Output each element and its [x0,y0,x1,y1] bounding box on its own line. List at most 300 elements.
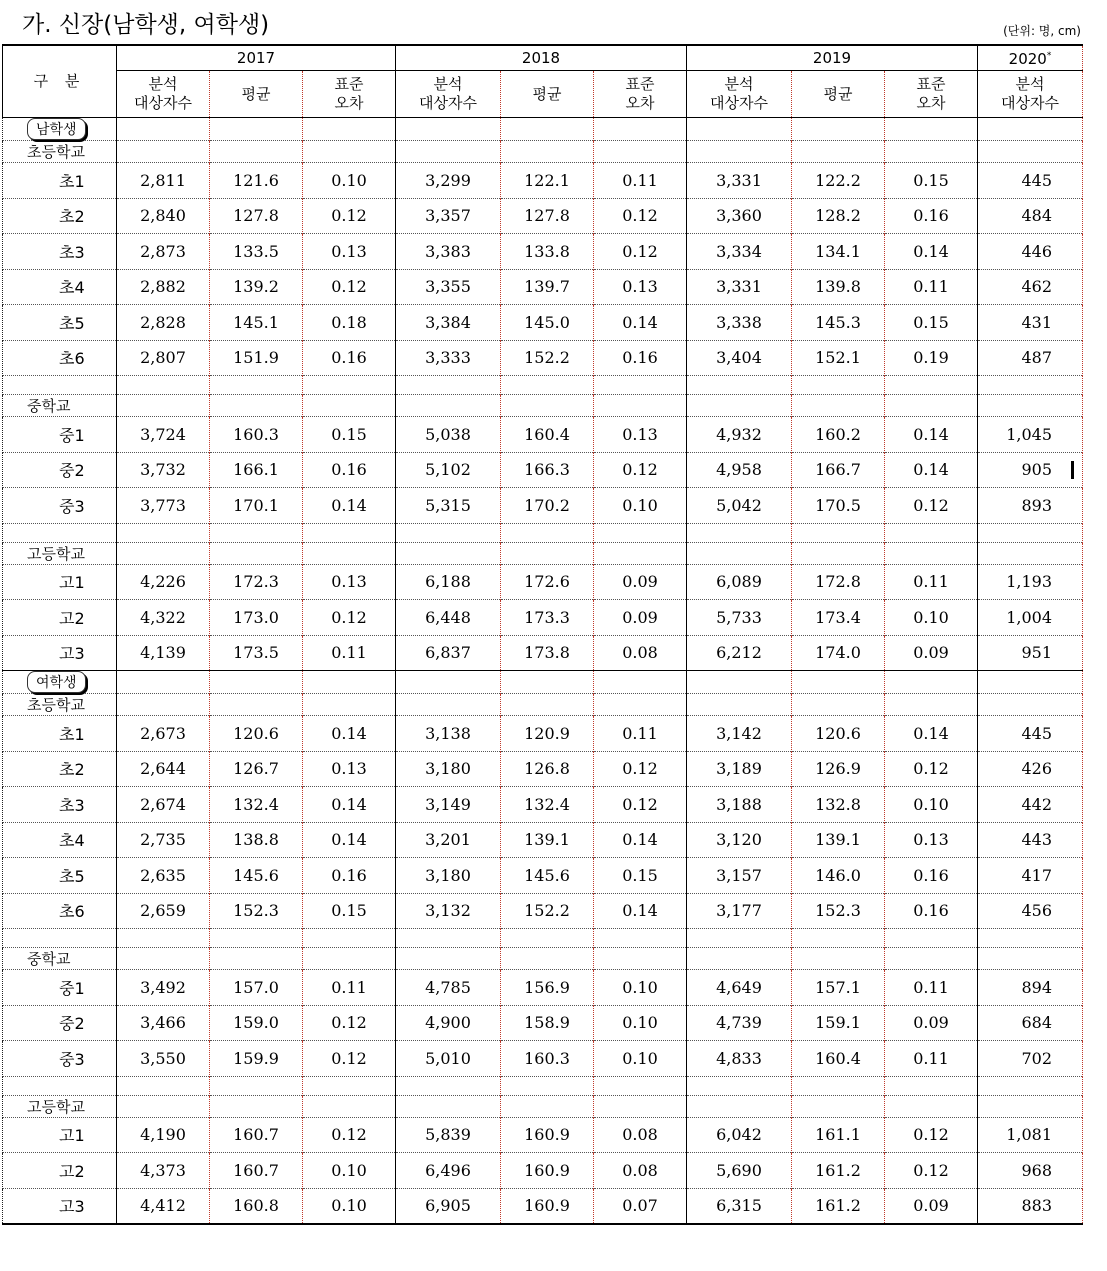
grade-label: 중1 [3,417,117,453]
cell-value: 160.3 [501,1041,594,1077]
cell-value: 0.12 [885,751,978,787]
cell-value: 3,334 [687,234,792,270]
cell-value: 173.4 [792,600,885,636]
cell-value: 431 [978,305,1083,341]
cell-value: 132.8 [792,787,885,823]
cell-value: 4,226 [117,564,210,600]
subheader-count: 분석 대상자수 [117,71,210,118]
cell-value: 3,724 [117,417,210,453]
table-row [3,751,1083,787]
cell-value: 0.12 [885,1153,978,1189]
cell-value: 3,466 [117,1005,210,1041]
cell-value: 0.08 [594,1117,687,1153]
grade-label: 중2 [3,452,117,488]
grade-label: 고3 [3,635,117,671]
cell-value: 3,550 [117,1041,210,1077]
cell-value: 1,045 [978,417,1083,453]
header-year-2020: 2020* [978,45,1083,71]
cell-value: 160.9 [501,1117,594,1153]
grade-label: 초4 [3,822,117,858]
cell-value: 0.08 [594,1153,687,1189]
cell-value: 0.10 [885,787,978,823]
cell-value: 5,733 [687,600,792,636]
subheader-mean: 평균 [501,71,594,118]
grade-label: 초2 [3,198,117,234]
cell-value: 0.14 [885,417,978,453]
cell-value: 173.5 [210,635,303,671]
spacer-row [3,523,1083,542]
cell-value: 417 [978,858,1083,894]
table-row [3,1041,1083,1077]
cell-value: 4,322 [117,600,210,636]
cell-value: 3,732 [117,452,210,488]
cell-value: 0.15 [594,858,687,894]
group-row-middle [3,948,1083,970]
section-row-female [3,671,1083,694]
cell-value: 0.10 [303,1188,396,1224]
cell-value: 120.6 [792,716,885,752]
table-row [3,417,1083,453]
header-year-2017: 2017 [117,45,396,71]
cell-value: 3,299 [396,163,501,199]
cell-value: 0.15 [885,163,978,199]
table-row [3,1188,1083,1224]
cell-value: 166.7 [792,452,885,488]
group-row-elementary [3,694,1083,716]
cell-value: 0.10 [594,970,687,1006]
cell-value: 0.16 [594,340,687,376]
cell-value: 2,735 [117,822,210,858]
subheader-mean: 평균 [210,71,303,118]
cell-value: 5,010 [396,1041,501,1077]
cell-value: 0.10 [885,600,978,636]
cell-value: 0.14 [303,716,396,752]
table-row [3,970,1083,1006]
cell-value: 145.1 [210,305,303,341]
cell-value: 4,785 [396,970,501,1006]
cell-value: 6,496 [396,1153,501,1189]
cursor-mark [1071,461,1074,479]
cell-value: 0.14 [885,452,978,488]
section-badge-female: 여학생 [27,671,86,693]
cell-value: 152.2 [501,340,594,376]
cell-value: 426 [978,751,1083,787]
spacer-row [3,1076,1083,1095]
cell-value: 4,190 [117,1117,210,1153]
grade-label: 초1 [3,716,117,752]
cell-value: 2,635 [117,858,210,894]
cell-value: 0.13 [303,564,396,600]
header-gubun: 구 분 [3,45,117,118]
cell-value: 456 [978,893,1083,929]
cell-value: 126.7 [210,751,303,787]
cell-value: 0.10 [594,1005,687,1041]
cell-value: 145.6 [210,858,303,894]
subheader-count: 분석 대상자수 [687,71,792,118]
table-row [3,822,1083,858]
group-label-elementary: 초등학교 [3,141,117,163]
cell-value: 170.2 [501,488,594,524]
grade-label: 초3 [3,234,117,270]
cell-value: 0.11 [303,970,396,1006]
cell-value: 6,089 [687,564,792,600]
cell-value: 0.12 [594,234,687,270]
cell-value: 134.1 [792,234,885,270]
cell-value: 0.12 [885,1117,978,1153]
cell-value: 138.8 [210,822,303,858]
cell-value: 160.4 [501,417,594,453]
table-row [3,716,1083,752]
cell-value: 0.12 [303,198,396,234]
cell-value: 173.8 [501,635,594,671]
section-badge-male: 남학생 [27,118,86,140]
table-row [3,893,1083,929]
cell-value: 2,828 [117,305,210,341]
cell-value: 5,102 [396,452,501,488]
cell-value: 0.10 [594,1041,687,1077]
table-row [3,564,1083,600]
cell-value: 172.3 [210,564,303,600]
grade-label: 고2 [3,1153,117,1189]
cell-value: 462 [978,269,1083,305]
cell-value: 2,644 [117,751,210,787]
table-row [3,340,1083,376]
grade-label: 고1 [3,564,117,600]
cell-value: 3,132 [396,893,501,929]
cell-value: 0.14 [594,305,687,341]
cell-value: 3,331 [687,269,792,305]
table-row [3,163,1083,199]
cell-value: 139.1 [792,822,885,858]
cell-value: 3,180 [396,751,501,787]
cell-value: 156.9 [501,970,594,1006]
cell-value: 161.1 [792,1117,885,1153]
cell-value: 3,360 [687,198,792,234]
cell-value: 172.6 [501,564,594,600]
cell-value: 0.11 [885,564,978,600]
cell-value: 152.3 [792,893,885,929]
cell-value: 160.4 [792,1041,885,1077]
cell-value: 487 [978,340,1083,376]
cell-value: 132.4 [501,787,594,823]
grade-label: 초6 [3,340,117,376]
cell-value: 0.18 [303,305,396,341]
cell-value: 3,188 [687,787,792,823]
cell-value: 1,193 [978,564,1083,600]
cell-value: 173.0 [210,600,303,636]
cell-value: 160.8 [210,1188,303,1224]
cell-value: 4,373 [117,1153,210,1189]
grade-label: 중2 [3,1005,117,1041]
cell-value: 0.12 [594,787,687,823]
cell-value: 132.4 [210,787,303,823]
spacer-row [3,376,1083,395]
table-row [3,600,1083,636]
group-row-high [3,542,1083,564]
cell-value: 121.6 [210,163,303,199]
cell-value: 445 [978,716,1083,752]
cell-value: 145.6 [501,858,594,894]
group-label-elementary: 초등학교 [3,694,117,716]
cell-value: 0.14 [885,716,978,752]
cell-value: 3,773 [117,488,210,524]
cell-value: 173.3 [501,600,594,636]
cell-value: 0.09 [594,564,687,600]
cell-value: 0.11 [885,269,978,305]
group-label-middle: 중학교 [3,948,117,970]
cell-value: 4,649 [687,970,792,1006]
cell-value: 5,315 [396,488,501,524]
cell-value: 159.9 [210,1041,303,1077]
grade-label: 초1 [3,163,117,199]
cell-value: 905 [978,452,1083,488]
cell-value: 3,338 [687,305,792,341]
grade-label: 초5 [3,305,117,341]
cell-value: 2,811 [117,163,210,199]
cell-value: 0.11 [885,970,978,1006]
grade-label: 초2 [3,751,117,787]
cell-value: 152.3 [210,893,303,929]
header-year-2018: 2018 [396,45,687,71]
cell-value: 3,383 [396,234,501,270]
cell-value: 122.1 [501,163,594,199]
cell-value: 159.1 [792,1005,885,1041]
cell-value: 0.11 [594,163,687,199]
cell-value: 4,739 [687,1005,792,1041]
subheader-count: 분석 대상자수 [396,71,501,118]
table-row [3,1005,1083,1041]
grade-label: 중3 [3,488,117,524]
cell-value: 0.16 [885,198,978,234]
cell-value: 0.09 [885,1005,978,1041]
table-row [3,305,1083,341]
cell-value: 0.12 [303,1117,396,1153]
cell-value: 951 [978,635,1083,671]
cell-value: 0.14 [303,822,396,858]
grade-label: 초5 [3,858,117,894]
cell-value: 0.16 [303,340,396,376]
cell-value: 446 [978,234,1083,270]
cell-value: 3,149 [396,787,501,823]
subheader-count: 분석 대상자수 [978,71,1083,118]
group-label-middle: 중학교 [3,395,117,417]
cell-value: 0.15 [303,417,396,453]
cell-value: 145.3 [792,305,885,341]
cell-value: 0.12 [303,1005,396,1041]
cell-value: 2,674 [117,787,210,823]
cell-value: 133.8 [501,234,594,270]
cell-value: 4,833 [687,1041,792,1077]
table-row [3,234,1083,270]
cell-value: 5,042 [687,488,792,524]
cell-value: 3,138 [396,716,501,752]
cell-value: 883 [978,1188,1083,1224]
cell-value: 6,042 [687,1117,792,1153]
cell-value: 3,157 [687,858,792,894]
cell-value: 0.15 [303,893,396,929]
page-title: 가. 신장(남학생, 여학생) [22,12,270,38]
table-row [3,1153,1083,1189]
grade-label: 중3 [3,1041,117,1077]
cell-value: 120.9 [501,716,594,752]
cell-value: 166.3 [501,452,594,488]
cell-value: 3,201 [396,822,501,858]
group-label-high: 고등학교 [3,1095,117,1117]
spacer-row [3,929,1083,948]
cell-value: 139.2 [210,269,303,305]
cell-value: 3,384 [396,305,501,341]
cell-value: 159.0 [210,1005,303,1041]
group-row-elementary [3,141,1083,163]
cell-value: 6,188 [396,564,501,600]
cell-value: 0.14 [303,488,396,524]
cell-value: 445 [978,163,1083,199]
cell-value: 0.14 [594,893,687,929]
table-row [3,452,1083,488]
cell-value: 6,837 [396,635,501,671]
grade-label: 고2 [3,600,117,636]
cell-value: 968 [978,1153,1083,1189]
cell-value: 0.09 [885,1188,978,1224]
cell-value: 0.12 [303,1041,396,1077]
grade-label: 초4 [3,269,117,305]
cell-value: 2,882 [117,269,210,305]
cell-value: 3,492 [117,970,210,1006]
grade-label: 초3 [3,787,117,823]
subheader-se: 표준 오차 [885,71,978,118]
header-year-2019: 2019 [687,45,978,71]
cell-value: 146.0 [792,858,885,894]
section-row-male [3,118,1083,141]
table-row [3,488,1083,524]
cell-value: 4,900 [396,1005,501,1041]
cell-value: 0.12 [594,751,687,787]
cell-value: 5,839 [396,1117,501,1153]
cell-value: 151.9 [210,340,303,376]
cell-value: 170.1 [210,488,303,524]
cell-value: 3,331 [687,163,792,199]
cell-value: 0.13 [885,822,978,858]
cell-value: 6,905 [396,1188,501,1224]
cell-value: 0.12 [594,452,687,488]
cell-value: 3,180 [396,858,501,894]
cell-value: 3,404 [687,340,792,376]
cell-value: 126.8 [501,751,594,787]
cell-value: 6,448 [396,600,501,636]
cell-value: 3,189 [687,751,792,787]
cell-value: 4,958 [687,452,792,488]
cell-value: 0.16 [885,893,978,929]
cell-value: 174.0 [792,635,885,671]
subheader-mean: 평균 [792,71,885,118]
cell-value: 1,081 [978,1117,1083,1153]
cell-value: 3,357 [396,198,501,234]
cell-value: 0.12 [594,198,687,234]
cell-value: 0.12 [303,600,396,636]
unit-label: (단위: 명, cm) [1003,24,1081,38]
cell-value: 152.1 [792,340,885,376]
cell-value: 0.16 [303,858,396,894]
cell-value: 3,355 [396,269,501,305]
cell-value: 443 [978,822,1083,858]
cell-value: 2,673 [117,716,210,752]
cell-value: 3,177 [687,893,792,929]
cell-value: 2,659 [117,893,210,929]
cell-value: 0.14 [303,787,396,823]
cell-value: 0.14 [594,822,687,858]
cell-value: 158.9 [501,1005,594,1041]
group-label-high: 고등학교 [3,542,117,564]
cell-value: 120.6 [210,716,303,752]
cell-value: 6,315 [687,1188,792,1224]
cell-value: 145.0 [501,305,594,341]
height-table [2,44,1083,1225]
cell-value: 4,139 [117,635,210,671]
cell-value: 702 [978,1041,1083,1077]
cell-value: 894 [978,970,1083,1006]
cell-value: 3,333 [396,340,501,376]
cell-value: 0.12 [885,488,978,524]
cell-value: 1,004 [978,600,1083,636]
cell-value: 2,840 [117,198,210,234]
cell-value: 127.8 [210,198,303,234]
table-row [3,269,1083,305]
cell-value: 3,142 [687,716,792,752]
subheader-se: 표준 오차 [303,71,396,118]
subheader-se: 표준 오차 [594,71,687,118]
cell-value: 122.2 [792,163,885,199]
cell-value: 0.13 [594,269,687,305]
cell-value: 0.10 [594,488,687,524]
group-row-high [3,1095,1083,1117]
cell-value: 0.10 [303,163,396,199]
cell-value: 0.15 [885,305,978,341]
table-row [3,858,1083,894]
cell-value: 0.11 [885,1041,978,1077]
cell-value: 0.09 [885,635,978,671]
cell-value: 893 [978,488,1083,524]
cell-value: 5,038 [396,417,501,453]
cell-value: 166.1 [210,452,303,488]
cell-value: 442 [978,787,1083,823]
cell-value: 0.10 [303,1153,396,1189]
cell-value: 133.5 [210,234,303,270]
cell-value: 0.19 [885,340,978,376]
cell-value: 0.13 [303,751,396,787]
cell-value: 0.08 [594,635,687,671]
cell-value: 160.3 [210,417,303,453]
table-row [3,635,1083,671]
cell-value: 484 [978,198,1083,234]
table-row [3,1117,1083,1153]
cell-value: 152.2 [501,893,594,929]
cell-value: 2,807 [117,340,210,376]
cell-value: 170.5 [792,488,885,524]
cell-value: 4,932 [687,417,792,453]
cell-value: 126.9 [792,751,885,787]
table-row [3,787,1083,823]
cell-value: 161.2 [792,1188,885,1224]
cell-value: 139.7 [501,269,594,305]
cell-value: 128.2 [792,198,885,234]
cell-value: 0.11 [303,635,396,671]
cell-value: 684 [978,1005,1083,1041]
cell-value: 5,690 [687,1153,792,1189]
cell-value: 139.8 [792,269,885,305]
cell-value: 0.13 [594,417,687,453]
cell-value: 0.13 [303,234,396,270]
cell-value: 160.7 [210,1153,303,1189]
